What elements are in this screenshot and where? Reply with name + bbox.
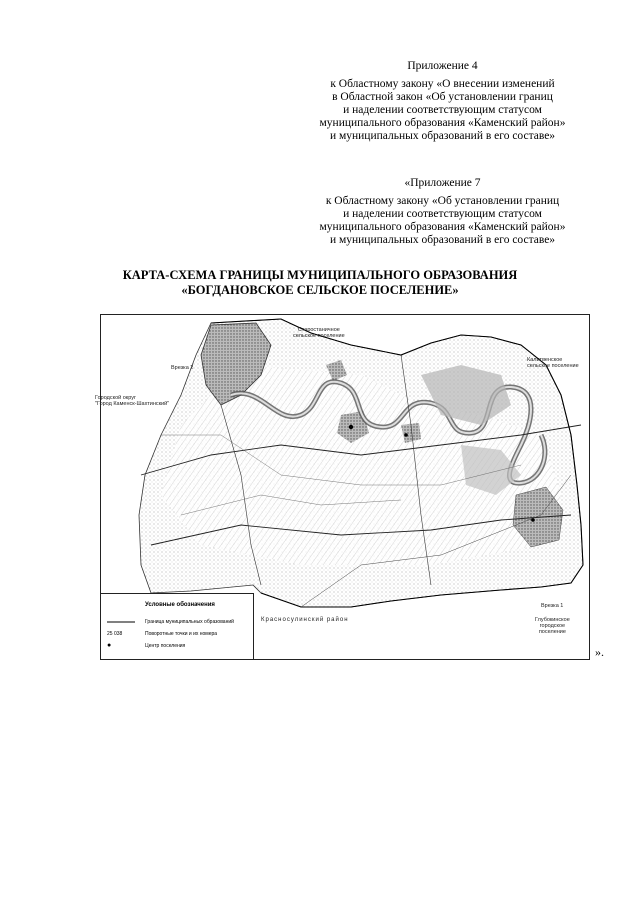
south-neighbor-label: Красносулинский район bbox=[261, 617, 349, 623]
north-neighbor-label bbox=[293, 327, 345, 339]
annex-7-line: и наделении соответствующим статусом bbox=[343, 208, 542, 220]
map-heading bbox=[0, 268, 640, 298]
map-legend bbox=[101, 593, 254, 659]
legend-title: Условные обозначения bbox=[145, 602, 215, 608]
inset-1-label: Врезка 1 bbox=[541, 603, 564, 609]
legend-item-text: Центр поселения bbox=[145, 643, 186, 649]
annex-4-line: муниципального образования «Каменский район» bbox=[319, 117, 566, 129]
southeast-neighbor-label-line: поселение bbox=[538, 629, 566, 635]
southeast-neighbor-label-line: городское bbox=[539, 623, 566, 629]
annex-4-title: Приложение 4 bbox=[407, 60, 478, 72]
north-neighbor-label-line: Старостаничное bbox=[297, 327, 340, 333]
north-neighbor-label-line: сельское поселение bbox=[293, 333, 345, 339]
legend-item-text: Поворотные точки и их номера bbox=[145, 631, 218, 637]
annex-4-line: в Областной закон «Об установлении границ bbox=[332, 91, 553, 103]
settlement-center-icon: ● bbox=[107, 642, 112, 649]
east-neighbor-label-line: Калитвенское bbox=[527, 357, 563, 363]
closing-quote: ». bbox=[595, 645, 604, 659]
annex-7-line: и муниципальных образований в его составе» bbox=[329, 234, 556, 246]
southeast-neighbor-label bbox=[535, 617, 570, 635]
map-heading-line-1: КАРТА-СХЕМА ГРАНИЦЫ МУНИЦИПАЛЬНОГО ОБРАЗОВАНИЯ bbox=[122, 268, 518, 282]
city-district-label-line: Городской округ bbox=[95, 395, 136, 401]
southeast-neighbor-label-line: Глубокинское bbox=[535, 617, 570, 623]
legend-item-text: Граница муниципальных образований bbox=[145, 619, 234, 625]
annex-7-title: «Приложение 7 bbox=[404, 177, 481, 189]
annex-7-line: муниципального образования «Каменский район» bbox=[319, 221, 566, 233]
east-neighbor-label bbox=[527, 357, 579, 369]
boundary-map bbox=[95, 314, 590, 660]
inset-2-label: Врезка 2 bbox=[171, 365, 194, 371]
annex-4-line: и муниципальных образований в его составе» bbox=[329, 130, 556, 142]
annex-4-line: к Областному закону «О внесении изменений bbox=[330, 78, 555, 90]
annex-7-line: к Областному закону «Об установлении границ bbox=[325, 195, 560, 207]
city-district-label bbox=[95, 395, 169, 407]
annex-4-line: и наделении соответствующим статусом bbox=[343, 104, 542, 116]
map-heading-line-2: «БОГДАНОВСКОЕ СЕЛЬСКОЕ ПОСЕЛЕНИЕ» bbox=[181, 283, 459, 297]
annex-4-header bbox=[300, 60, 585, 143]
boundary-line-icon bbox=[107, 618, 135, 626]
east-neighbor-label-line: сельское поселение bbox=[527, 363, 579, 369]
city-district-label-line: "Город Каменск-Шахтинский" bbox=[95, 401, 170, 407]
annex-7-header bbox=[300, 177, 585, 247]
point-number-icon: 25 038 bbox=[107, 631, 123, 637]
